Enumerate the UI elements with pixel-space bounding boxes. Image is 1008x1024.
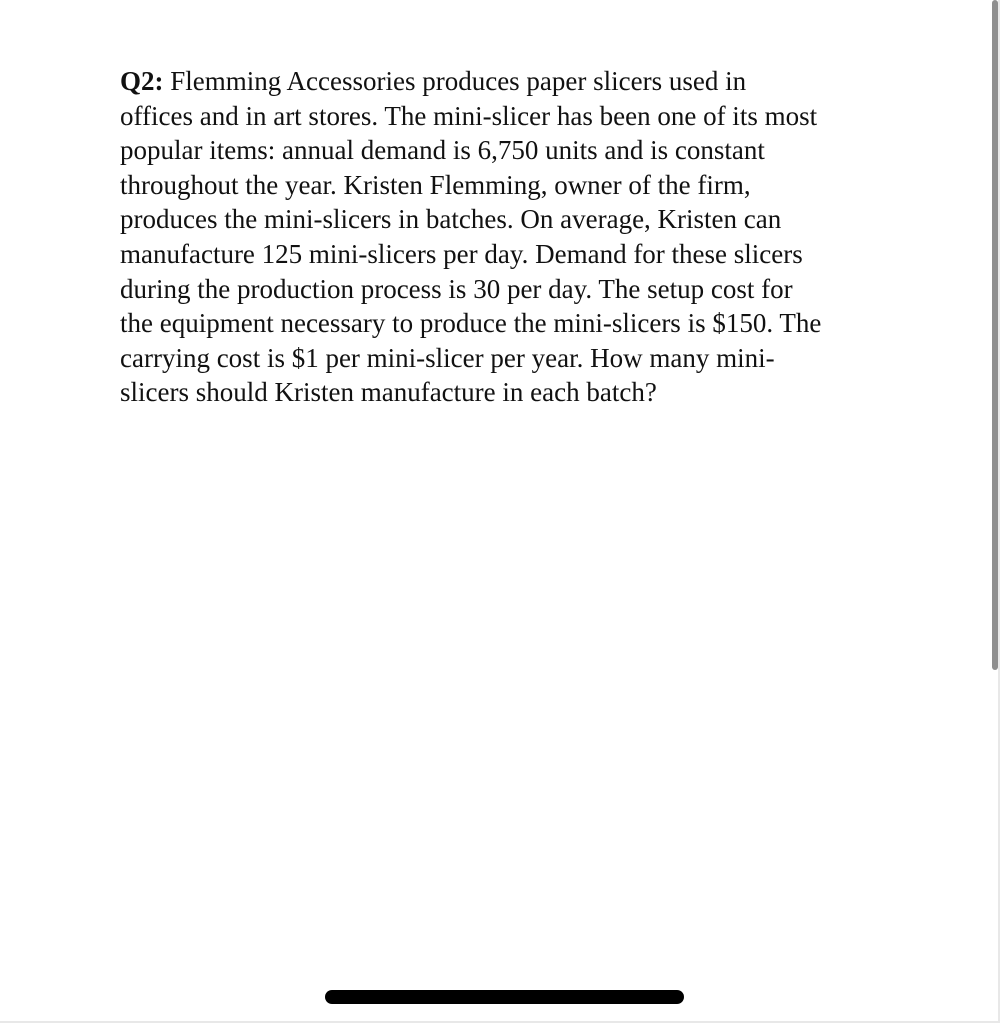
question-line-3: popular items: annual demand is 6,750 units and is constant <box>120 135 765 166</box>
question-line-4: throughout the year. Kristen Flemming, owner of the firm, <box>120 169 751 200</box>
home-indicator[interactable] <box>325 990 684 1004</box>
question-line-8: the equipment necessary to produce the mini-slicers is $150. The <box>120 308 822 339</box>
question-label: Q2: <box>120 66 164 96</box>
question-line-7: during the production process is 30 per day. The setup cost for <box>120 273 793 304</box>
vertical-scrollbar[interactable] <box>992 0 998 670</box>
question-text <box>120 64 910 410</box>
question-line-1 <box>120 64 910 99</box>
question-line-2: offices and in art stores. The mini-slicer has been one of its most <box>120 100 818 131</box>
question-line-9: carrying cost is $1 per mini-slicer per year. How many mini- <box>120 342 775 373</box>
question-line-6: manufacture 125 mini-slicers per day. Demand for these slicers <box>120 238 803 269</box>
question-line-10: slicers should Kristen manufacture in each batch? <box>120 377 657 408</box>
question-line-5: produces the mini-slicers in batches. On average, Kristen can <box>120 204 782 235</box>
question-line-text: Flemming Accessories produces paper slicers used in <box>163 66 747 96</box>
